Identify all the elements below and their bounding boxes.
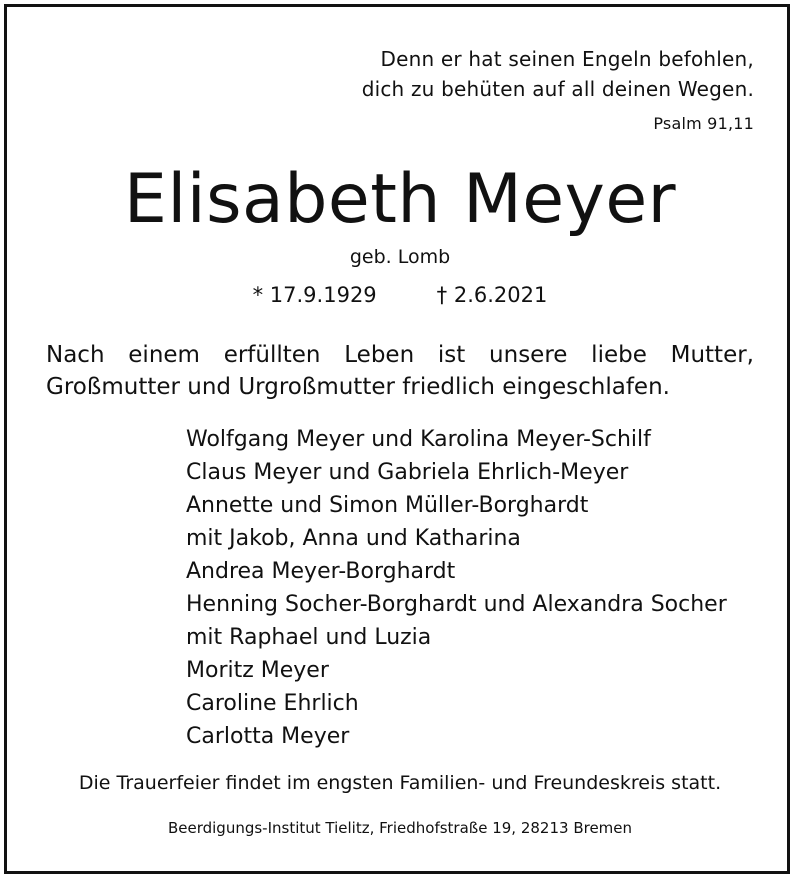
service-note: Die Trauerfeier findet im engsten Familien- und Freundeskreis statt. [78,772,722,794]
undertaker-address: Beerdigungs-Institut Tielitz, Friedhofstraße 19, 28213 Bremen [167,819,633,837]
mourner-entry: Annette und Simon Müller-Borghardt [186,493,589,518]
mourner-entry: Moritz Meyer [186,658,329,683]
maiden-name: geb. Lomb [349,246,451,268]
mourner-entry: Wolfgang Meyer und Karolina Meyer-Schilf [186,427,651,452]
intro-line-1: Nach einem erfüllten Leben ist unsere liebe Mutter, [46,342,754,368]
death-date: † 2.6.2021 [436,283,548,307]
mourner-entry: Henning Socher-Borghardt und Alexandra Socher [186,592,727,617]
mourner-entry: Claus Meyer und Gabriela Ehrlich-Meyer [186,460,629,485]
intro-line-2: Großmutter und Urgroßmutter friedlich eingeschlafen. [46,374,670,400]
mourner-entry: mit Jakob, Anna und Katharina [186,526,521,551]
mourner-entry: Andrea Meyer-Borghardt [186,559,456,584]
mourner-entry: Carlotta Meyer [186,724,350,749]
life-dates [0,281,800,309]
mourner-entry: mit Raphael und Luzia [186,625,432,650]
deceased-name: Elisabeth Meyer [123,160,677,239]
bible-verse [334,44,754,134]
verse-line-2: dich zu behüten auf all deinen Wegen. [361,77,754,101]
mourner-entry: Caroline Ehrlich [186,691,359,716]
mourners-list [186,423,727,753]
birth-date: * 17.9.1929 [252,283,377,307]
verse-reference: Psalm 91,11 [653,114,754,133]
intro-text [46,339,754,403]
verse-line-1: Denn er hat seinen Engeln befohlen, [380,47,754,71]
